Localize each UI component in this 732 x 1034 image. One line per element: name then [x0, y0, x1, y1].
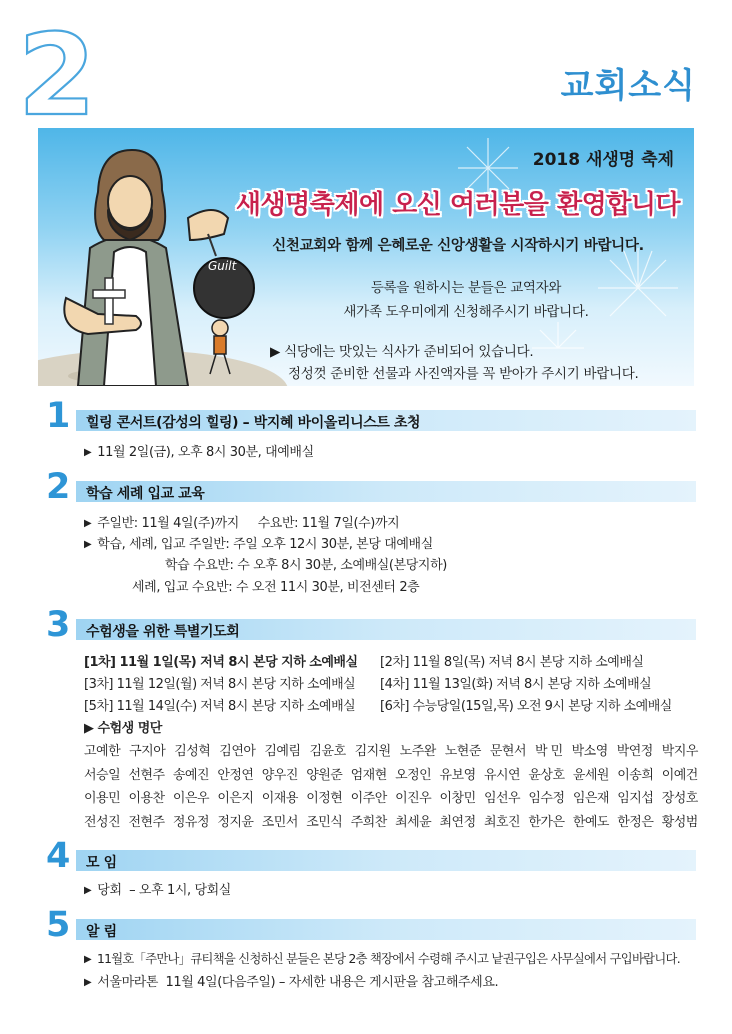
- section-number: 1: [46, 396, 71, 436]
- student-name: 문현서: [489, 744, 527, 759]
- student-name: 이재용: [261, 791, 298, 806]
- student-name: 전성진: [84, 814, 121, 830]
- student-name: 이용찬: [128, 791, 165, 806]
- names-title: ▶ 수험생 명단: [84, 721, 162, 736]
- name-row: [84, 764, 698, 788]
- section-meeting: [46, 836, 696, 898]
- register-line-2: 새가족 도우미에게 신청해주시기 바랍니다.: [343, 304, 589, 320]
- student-name: 임선우: [483, 791, 521, 806]
- event-title: 2018 새생명 축제: [532, 150, 674, 170]
- prayer-item: [3차] 11월 12일(월) 저녁 8시 본당 지하 소예배실: [84, 677, 356, 692]
- info-line: ▶ 당회 – 오후 1시, 당회실: [84, 883, 231, 898]
- prayer-item: [1차] 11월 1일(목) 저녁 8시 본당 지하 소예배실: [84, 655, 358, 670]
- section-announcements: [46, 905, 696, 994]
- student-name: 최호진: [483, 814, 521, 830]
- student-name: 최세윤: [395, 814, 432, 830]
- triangle-right-icon: ▶: [84, 539, 92, 550]
- student-name: 박지우: [661, 744, 698, 759]
- info-line: ▶ 주일반: 11월 4일(주)까지 수요반: 11월 7일(수)까지: [84, 516, 400, 531]
- triangle-right-icon: ▶: [84, 518, 92, 529]
- student-name: 한정은: [617, 814, 654, 830]
- student-name: 고예한: [84, 744, 121, 759]
- section-bar: [76, 919, 696, 940]
- student-name: 임지섭: [617, 791, 654, 806]
- student-name: 이예건: [661, 767, 698, 783]
- student-name: 구지아: [129, 744, 166, 759]
- info-line: ▶ 11월호「주만나」큐티책을 신청하신 분들은 본당 2층 책장에서 수령해 주시고 낱권구입은 사무실에서 구입바랍니다.: [84, 952, 680, 966]
- welcome-banner: [38, 128, 694, 386]
- page-number: [14, 18, 124, 128]
- student-name: 이주안: [350, 791, 387, 806]
- student-name: 김연아: [219, 744, 256, 759]
- student-name: 노주완: [399, 744, 436, 759]
- student-name: 박 민: [534, 744, 563, 759]
- student-name: 전현주: [128, 814, 165, 830]
- prayer-item: [4차] 11월 13일(화) 저녁 8시 본당 지하 소예배실: [380, 677, 652, 692]
- info-line: 세례, 입교 수요반: 수 오전 11시 30분, 비전센터 2층: [132, 580, 420, 595]
- student-name: 유시연: [483, 767, 521, 783]
- student-name: 선현주: [128, 767, 165, 783]
- student-name: 정지윤: [217, 814, 254, 830]
- register-line-1: 등록을 원하시는 분들은 교역자와: [370, 280, 562, 296]
- triangle-right-icon: ▶: [84, 447, 92, 458]
- student-name: 박소영: [571, 744, 608, 759]
- student-name: 오정인: [395, 767, 432, 783]
- section-title: 알 림: [86, 924, 117, 940]
- section-baptism-education: [46, 467, 696, 596]
- student-name: 한가은: [528, 814, 565, 830]
- prayer-item: [6차] 수능당일(15일,목) 오전 9시 본당 지하 소예배실: [380, 699, 672, 714]
- section-number: 3: [46, 605, 71, 645]
- section-number: 2: [46, 467, 71, 507]
- student-name: 김예림: [264, 744, 301, 759]
- triangle-right-icon: ▶: [84, 885, 92, 896]
- student-name-list: [84, 740, 698, 834]
- student-name: 서승일: [84, 767, 121, 783]
- student-name: 이송희: [617, 767, 654, 783]
- student-name: 박연정: [616, 744, 653, 759]
- welcome-subline: 신천교회와 함께 은혜로운 신앙생활을 시작하시기 바랍니다.: [272, 238, 644, 254]
- student-name: 임수정: [528, 791, 565, 806]
- student-name: 양원준: [306, 767, 343, 783]
- triangle-right-icon: ▶: [84, 977, 92, 988]
- section-header: [46, 836, 696, 876]
- section-bar: [76, 850, 696, 871]
- svg-text:Guilt: Guilt: [208, 259, 237, 273]
- section-student-prayer: [46, 605, 698, 834]
- gift-note: 정성껏 준비한 선물과 사진액자를 꼭 받아가 주시기 바랍니다.: [288, 366, 639, 382]
- student-name: 김지원: [354, 744, 391, 759]
- student-name: 주희찬: [350, 814, 387, 830]
- section-header: [46, 467, 696, 507]
- student-name: 윤세원: [572, 767, 609, 783]
- student-name: 장성호: [661, 791, 698, 806]
- student-name: 임은재: [572, 791, 609, 806]
- triangle-right-icon: ▶: [84, 954, 91, 965]
- section-title: 학습 세례 입교 교육: [86, 486, 205, 502]
- student-name: 김윤호: [309, 744, 346, 759]
- info-line: 학습 수요반: 수 오후 8시 30분, 소예배실(본당지하): [165, 558, 447, 573]
- student-name: 노현준: [444, 744, 481, 759]
- section-header: [46, 605, 696, 645]
- student-name: 최연정: [439, 814, 476, 830]
- prayer-item: [2차] 11월 8일(목) 저녁 8시 본당 지하 소예배실: [380, 655, 644, 670]
- section-title: 수험생을 위한 특별기도회: [86, 624, 240, 640]
- section-header: [46, 905, 696, 945]
- info-line: ▶ 학습, 세례, 입교 주일반: 주일 오후 12시 30분, 본당 대예배실: [84, 537, 433, 552]
- student-name: 이은우: [172, 791, 210, 806]
- student-name: 한예도: [572, 814, 609, 830]
- student-name: 이정현: [306, 791, 343, 806]
- student-name: 이진우: [395, 791, 432, 806]
- section-header: [46, 396, 696, 436]
- student-name: 이창민: [439, 791, 476, 806]
- student-name: 이은지: [217, 791, 254, 806]
- meal-note: ▶ 식당에는 맛있는 식사가 준비되어 있습니다.: [270, 344, 534, 360]
- student-name: 이용민: [84, 791, 121, 806]
- name-row: [84, 787, 698, 811]
- info-line: ▶ 11월 2일(금), 오후 8시 30분, 대예배실: [84, 445, 314, 460]
- student-name: 김성혁: [174, 744, 211, 759]
- svg-text:2: 2: [18, 18, 96, 128]
- student-name: 조민서: [261, 814, 298, 830]
- section-healing-concert: [46, 396, 696, 465]
- student-name: 유보영: [439, 767, 476, 783]
- section-title: 힐링 콘서트(감성의 힐링) – 박지혜 바이올리니스트 초청: [86, 415, 421, 431]
- section-title: 모 임: [86, 855, 117, 871]
- student-name: 정유정: [172, 814, 210, 830]
- welcome-headline: 새생명축제에 오신 여러분을 환영합니다: [235, 190, 681, 220]
- info-line: ▶ 서울마라톤 11월 4일(다음주일) – 자세한 내용은 게시판을 참고해주세요.: [84, 975, 499, 990]
- student-name: 엄재현: [350, 767, 387, 783]
- section-number: 5: [46, 905, 71, 945]
- name-row: [84, 811, 698, 835]
- student-name: 안정연: [217, 767, 254, 783]
- page-title: 교회소식: [560, 66, 696, 106]
- student-name: 양우진: [261, 767, 298, 783]
- name-row: [84, 740, 698, 764]
- student-name: 조민식: [306, 814, 343, 830]
- student-name: 송예진: [172, 767, 210, 783]
- prayer-item: [5차] 11월 14일(수) 저녁 8시 본당 지하 소예배실: [84, 699, 356, 714]
- student-name: 황성범: [661, 814, 698, 830]
- section-number: 4: [46, 836, 71, 876]
- student-name: 윤상호: [528, 767, 565, 783]
